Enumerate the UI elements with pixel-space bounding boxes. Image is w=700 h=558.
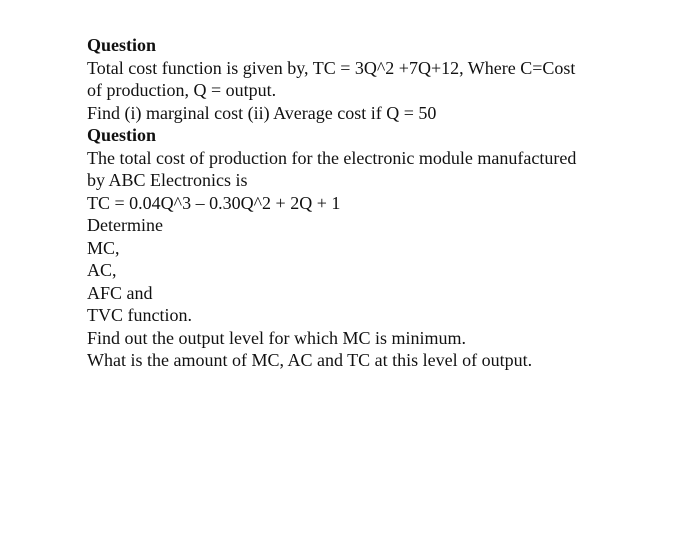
question-text-line: What is the amount of MC, AC and TC at this level of output. <box>87 350 533 370</box>
question-heading: Question <box>87 125 157 145</box>
question-text-line: The total cost of production for the electronic module manufactured <box>87 147 577 168</box>
list-item: TVC function. <box>87 305 192 325</box>
list-item: AFC and <box>87 282 153 303</box>
question-text-line: Determine <box>87 215 163 235</box>
question-text-line: Find out the output level for which MC is minimum. <box>87 327 466 348</box>
question-text-line: Find (i) marginal cost (ii) Average cost if Q = 50 <box>87 102 437 123</box>
list-item: AC, <box>87 260 117 280</box>
document-body <box>87 34 677 372</box>
list-item: MC, <box>87 237 120 258</box>
question-text-line: of production, Q = output. <box>87 80 277 100</box>
question-block-2 <box>87 124 677 372</box>
question-text-line: by ABC Electronics is <box>87 170 248 190</box>
question-block-1 <box>87 34 677 124</box>
question-heading: Question <box>87 35 157 55</box>
cost-function-line: TC = 0.04Q^3 – 0.30Q^2 + 2Q + 1 <box>87 192 341 213</box>
question-text-line: Total cost function is given by, TC = 3Q^2 +7Q+12, Where C=Cost <box>87 57 576 78</box>
